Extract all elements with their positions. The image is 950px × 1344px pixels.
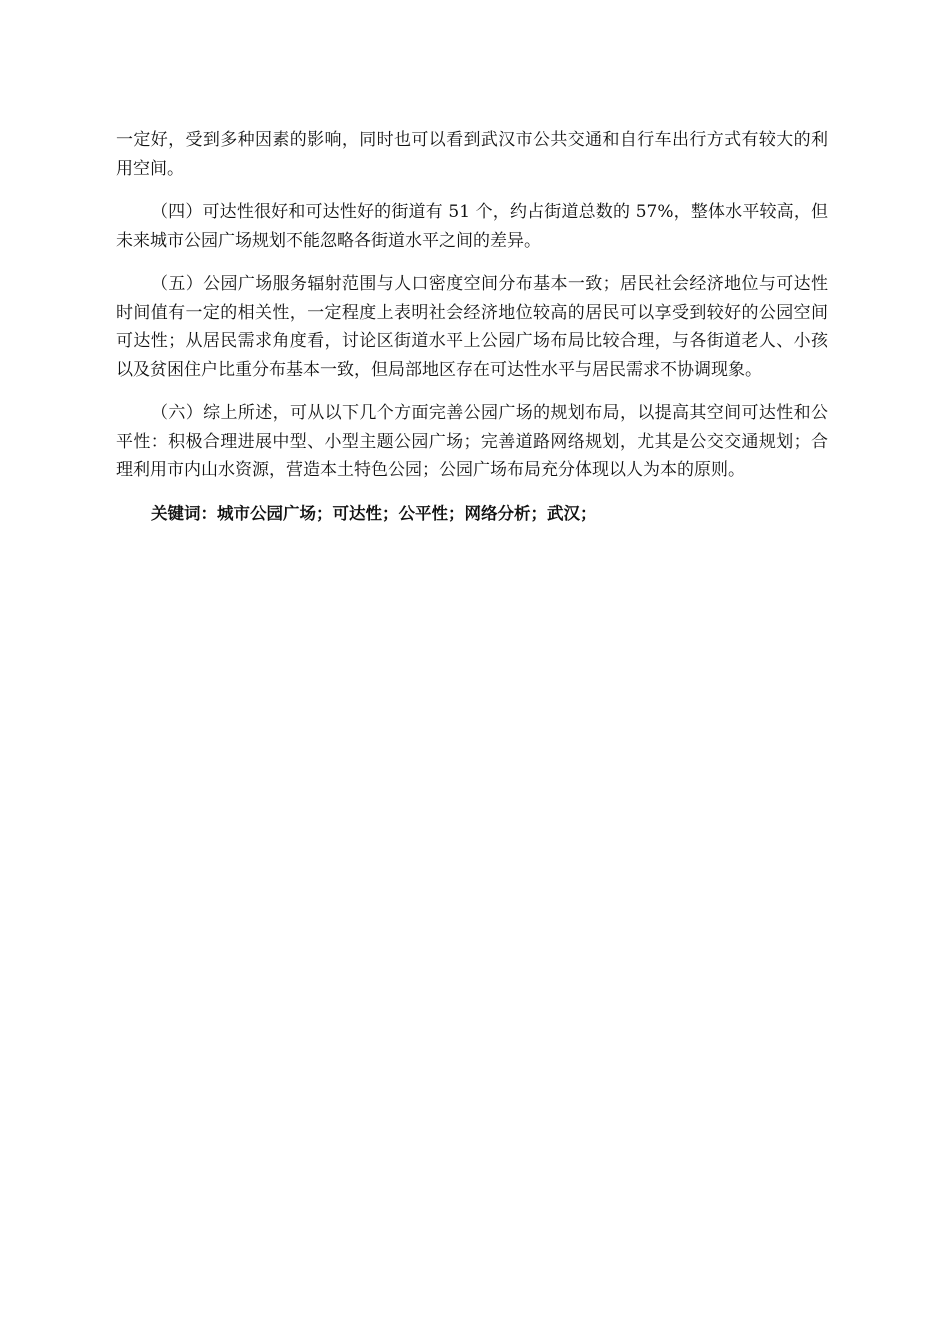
paragraph-conclusion-6: （六）综上所述，可从以下几个方面完善公园广场的规划布局，以提高其空间可达性和公平性：积极合理进展中型、小型主题公园广场；完善道路网络规划，尤其是公交交通规划；合理利用市内山水资源，营造本土特色公园；公园广场布局充分体现以人为本的原则。 [116,403,828,480]
paragraph-continuation: 一定好，受到多种因素的影响，同时也可以看到武汉市公共交通和自行车出行方式有较大的利用空间。 [116,130,828,179]
paragraph-conclusion-5: （五）公园广场服务辐射范围与人口密度空间分布基本一致；居民社会经济地位与可达性时间值有一定的相关性，一定程度上表明社会经济地位较高的居民可以享受到较好的公园空间可达性；从居民需求角度看，讨论区街道水平上公园广场布局比较合理，与各街道老人、小孩以及贫困住户比重分布基本一致，但局部地区存在可达性水平与居民需求不协调现象。 [116,274,828,380]
document-body [116,126,828,528]
paragraph-conclusion-4: （四）可达性很好和可达性好的街道有 51 个，约占街道总数的 57%，整体水平较高，但未来城市公园广场规划不能忽略各街道水平之间的差异。 [116,202,828,251]
keywords-line: 关键词：城市公园广场；可达性；公平性；网络分析；武汉； [151,503,597,523]
